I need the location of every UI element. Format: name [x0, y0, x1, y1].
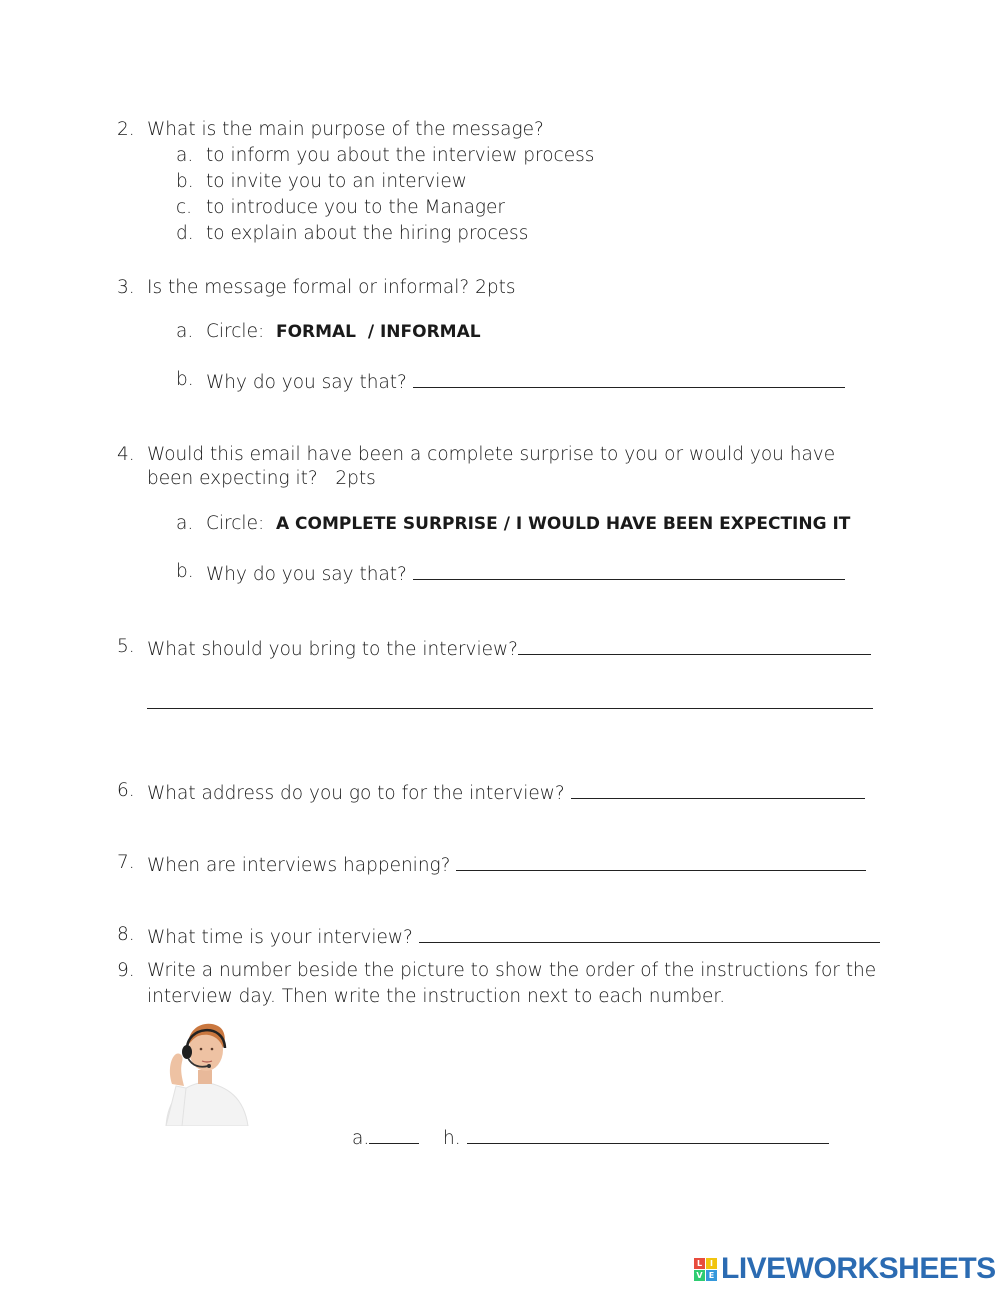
liveworksheets-logo	[694, 1252, 996, 1286]
q4-circle-choices[interactable]: A COMPLETE SURPRISE / I WOULD HAVE BEEN EXPECTING IT	[275, 514, 851, 534]
logo-cube-l: L	[694, 1258, 705, 1269]
q3-b-letter: b.	[176, 369, 194, 390]
q7-answer-line[interactable]	[456, 851, 866, 871]
q9-answer-h-instruction-line[interactable]	[467, 1124, 829, 1144]
q3-question: Is the message formal or informal? 2pts	[147, 277, 516, 298]
q4-circle-label: Circle:	[206, 513, 265, 534]
q2-option-d-letter: d.	[176, 223, 194, 244]
q3-why-answer-line[interactable]	[413, 368, 845, 388]
q5-answer-line-2[interactable]	[147, 708, 873, 709]
q8-question: What time is your interview?	[147, 927, 413, 948]
q4-a-row	[206, 512, 850, 536]
q3-circle-choices[interactable]: FORMAL / INFORMAL	[275, 322, 481, 342]
q4-number: 4.	[117, 444, 135, 465]
q2-option-a-letter: a.	[176, 145, 194, 166]
q9-question-line2: interview day. Then write the instruction next to each number.	[147, 986, 726, 1007]
q2-option-b-letter: b.	[176, 171, 194, 192]
q4-why-label: Why do you say that?	[206, 564, 407, 585]
logo-cube-e: E	[706, 1270, 717, 1281]
q9-answer-row	[352, 1124, 829, 1151]
q6-question: What address do you go to for the interview?	[147, 783, 565, 804]
headset-woman-image	[158, 1012, 252, 1126]
q3-b-row	[206, 368, 845, 395]
q8-answer-line[interactable]	[419, 923, 880, 943]
q6-row	[147, 779, 865, 806]
logo-cubes-icon	[694, 1258, 717, 1281]
q3-why-label: Why do you say that?	[206, 372, 407, 393]
q8-number: 8.	[117, 924, 135, 945]
q5-number: 5.	[117, 636, 135, 657]
q4-b-row	[206, 560, 845, 587]
q3-circle-label: Circle:	[206, 321, 265, 342]
q9-number: 9.	[117, 960, 135, 981]
q6-answer-line[interactable]	[571, 779, 865, 799]
q3-number: 3.	[117, 277, 135, 298]
q2-question: What is the main purpose of the message?	[147, 119, 544, 140]
q5-question: What should you bring to the interview?	[147, 639, 518, 660]
q5-row	[147, 635, 871, 662]
q7-question: When are interviews happening?	[147, 855, 451, 876]
q4-a-letter: a.	[176, 513, 194, 534]
q8-row	[147, 923, 880, 950]
q3-a-row	[206, 320, 481, 344]
q5-answer-line-1[interactable]	[518, 635, 871, 655]
q4-b-letter: b.	[176, 561, 194, 582]
logo-wordmark: LIVEWORKSHEETS	[721, 1252, 996, 1285]
q2-option-b[interactable]: to invite you to an interview	[206, 171, 467, 192]
q9-answer-h-label: h.	[443, 1128, 461, 1149]
q2-option-c-letter: c.	[176, 197, 193, 218]
q9-question-line1: Write a number beside the picture to show the order of the instructions for the	[147, 960, 877, 981]
q9-answer-a-number-line[interactable]	[369, 1124, 419, 1144]
q6-number: 6.	[117, 780, 135, 801]
q2-option-a[interactable]: to inform you about the interview process	[206, 145, 595, 166]
q7-number: 7.	[117, 852, 135, 873]
logo-cube-v: V	[694, 1270, 705, 1281]
q4-why-answer-line[interactable]	[413, 560, 845, 580]
q7-row	[147, 851, 866, 878]
q3-a-letter: a.	[176, 321, 194, 342]
q4-question-line2: been expecting it? 2pts	[147, 468, 376, 489]
q4-question-line1: Would this email have been a complete surprise to you or would you have	[147, 444, 836, 465]
q2-number: 2.	[117, 119, 135, 140]
q2-option-c[interactable]: to introduce you to the Manager	[206, 197, 506, 218]
q2-option-d[interactable]: to explain about the hiring process	[206, 223, 529, 244]
q9-answer-a-label: a.	[352, 1128, 370, 1149]
logo-cube-i: I	[706, 1258, 717, 1269]
